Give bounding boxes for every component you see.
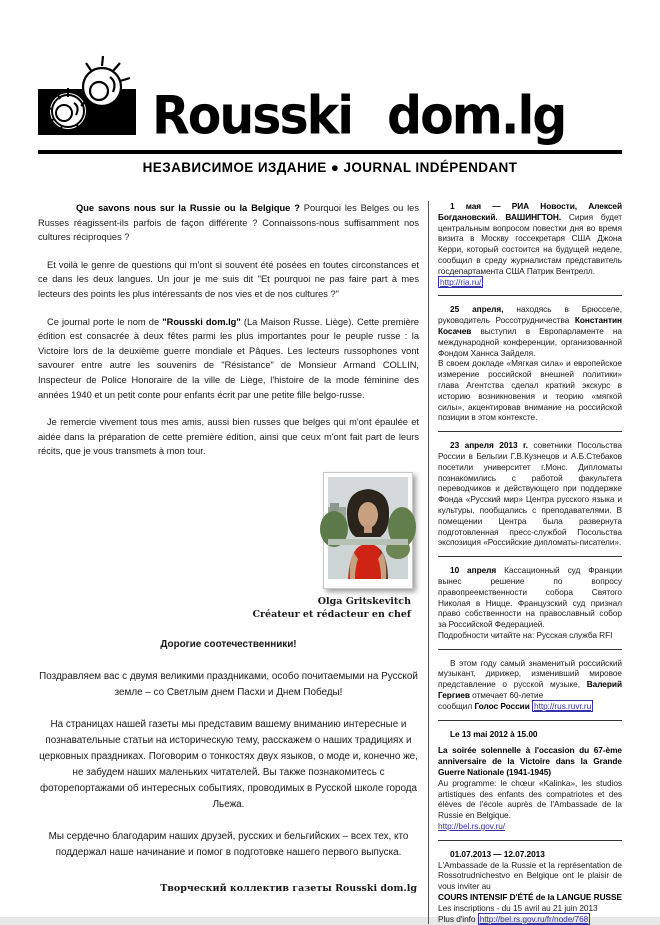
editorial-paragraph <box>38 315 419 403</box>
editorial-text: Pourquoi les Belges ou les Russes réagissent-ils parfois de façon différente ? Connaissons-nous suffisamment nos cultures réciproques ? <box>38 203 419 243</box>
editor-photo-block <box>38 472 413 621</box>
editorial-signature: Творческий коллектив газеты Rousski dom.lg <box>160 882 417 894</box>
news-separator <box>438 556 622 557</box>
news-text: отмечает 60-летие <box>469 690 544 701</box>
news-separator <box>438 295 622 296</box>
news-lead: 01.07.2013 — 12.07.2013 <box>450 848 545 859</box>
news-item <box>438 658 622 712</box>
photo-caption-name: Olga Gritskevitch <box>317 595 411 607</box>
news-item <box>438 440 622 548</box>
news-text: В этом году самый знаменитый российский музыкант, дирижер, изменивший мировое представление о русской музыке, <box>438 657 622 690</box>
news-text: L'Ambassade de la Russie et la représentation de Rossotrudnichestvo en Belgique ont le plaisir de vous inviter au <box>438 859 622 892</box>
journal-name-bold: "Rousski dom.lg" <box>162 316 241 327</box>
news-lead: 10 апреля <box>450 565 497 576</box>
masthead-rule <box>38 150 622 154</box>
masthead-subtitle: НЕЗАВИСИМОЕ ИЗДАНИЕ ● JOURNAL INDÉPENDANT <box>142 160 518 175</box>
greeting-section <box>38 637 419 861</box>
news-text: советники Посольства России в Бельгии Г.В.Кузнецов и А.Б.Стебаков посетили университет г.Монс. Дипломаты познакомились с работой факультета переводчиков и действующего при поддержке Фонда «Русский мир» Центра русского языка и культуры, пообщались с преподавателями. В помещении Центра была развернута подготовленная пресс-службой Посольства экспозиция «Российские дипломаты-писатели». <box>438 440 622 548</box>
news-item <box>438 849 622 925</box>
news-person-bold: Валерий Гергиев <box>438 679 622 701</box>
news-text: выступил в Европарламенте на международной конференции, организованной Фондом Ханнса Зайделя. <box>438 325 622 358</box>
news-person-bold: Константин Косачев <box>438 315 622 336</box>
news-link[interactable]: http://rus.ruvr.ru <box>534 700 592 711</box>
greeting-paragraph: На страницах нашей газеты мы представим вашему вниманию интересные и познавательные статьи на историческую тему, расскажем о наших традициях и церковных праздниках. Поговорим о тонкостях двух языков, о моде и, конечно же, не забудем наших маленьких читателей. Вы также познакомитесь с фоторепортажами об интересных событиях, проводимых в Русской школе города Льежа. <box>39 718 418 810</box>
news-source-bold: Голос России <box>474 700 530 711</box>
news-separator <box>438 431 622 432</box>
editorial-column <box>38 201 428 894</box>
news-separator <box>438 649 622 650</box>
news-text: Сирия будет центральным вопросом повестки дня во время визита в Москву госсекретаря США Джона Керри, который состоится на будущей неделе, сообщил в среду журналистам представитель госдепартамента США Патрик Вентрелл. <box>438 211 622 276</box>
news-text: В своем докладе «Мягкая сила» и европейское измерение российской внешней политики» глава Агентства сделал краткий экскурс в историю возникновения и теорию «мягкой силы», акцентировав внимание на российской позиции в этом контексте. <box>438 358 622 423</box>
news-lead: 23 апреля 2013 г. <box>450 440 528 451</box>
greeting-heading: Дорогие соотечественники! <box>160 638 297 650</box>
logo-wordmark: Rousski dom.lg <box>152 85 566 147</box>
photo-caption <box>252 595 413 621</box>
news-lead: 1 мая — РИА Новости, Алексей Богдановский. ВАШИНГТОН. <box>438 201 622 222</box>
news-link[interactable]: http://bel.rs.gov.ru/fr/node/768 <box>479 913 589 924</box>
editorial-paragraph <box>38 201 419 245</box>
main-content <box>38 201 622 924</box>
news-separator <box>438 720 622 721</box>
news-item <box>438 565 622 641</box>
news-text: Кассационный суд Франции вынес решение по вопросу правопреемственности собора Святого Николая в Ницце. Французский суд признал право собственности на православный собор за Российской Федерацией. <box>438 565 622 630</box>
matryoshka-faces-logo-icon <box>38 53 142 142</box>
editorial-paragraph: Je remercie vivement tous mes amis, aussi bien russes que belges qui m'ont épaulée et aidée dans la préparation de cette première édition, ainsi que ceux m'ont fait part de leurs récits, que je vous transmets à mon tour. <box>38 417 419 457</box>
news-event-bold: La soirée solennelle à l'occasion du 67-ème anniversaire de la Victoire dans la Grande Guerre Nationale (1941-1945) <box>438 745 622 778</box>
photo-caption-role: Créateur et rédacteur en chef <box>252 608 411 620</box>
editorial-paragraph: Et voilà le genre de questions qui m'ont si souvent été posées en toutes circonstances et ce dans les deux langues. Un jour je me suis dit "Et pourquoi ne pas faire part à mes lecteurs des points les plus intéressants de nos vies et de nos cultures ?" <box>38 259 419 299</box>
news-item <box>438 201 622 287</box>
logo-row <box>38 58 622 147</box>
news-text: находясь в Брюсселе, руководитель Россотрудничества <box>438 304 622 326</box>
news-text: сообщил <box>438 700 475 711</box>
portrait-photo <box>323 472 413 589</box>
news-item <box>438 304 622 423</box>
editorial-text: (La Maison Russe. Liège). Cette première édition est consacrée à deux fêtes parmi les plus importantes pour le peuple russe : la Victoire lors de la deuxième guerre mondiale et Pâques. Les lecteurs russophones vont savourer entre autre les souvenirs de "Résistance" de Monsieur Armand COLLIN, Inspecteur de Police Honoraire de la ville de Liège, l'histoire de la mode féminine des années 1940 et un petit conte pour enfants écrit par une petite fille belgo-russe. <box>38 316 419 400</box>
news-text: Les inscriptions - du 15 avril au 21 juin 2013 <box>438 902 598 913</box>
news-separator <box>438 840 622 841</box>
greeting-paragraph: Мы сердечно благодарим наших друзей, русских и бельгийских – всех тех, кто поддержал наше начинание и помог в подготовке нашего первого выпуска. <box>48 830 409 858</box>
news-note: Подробности читайте на: Русская служба RFI <box>438 629 613 640</box>
news-column <box>428 201 622 924</box>
news-link[interactable]: http://ria.ru/ <box>440 276 482 287</box>
editorial-lead-question: Que savons nous sur la Russie ou la Belgique ? <box>76 203 300 213</box>
news-lead: Le 13 mai 2012 à 15.00 <box>450 728 538 739</box>
greeting-paragraph: Поздравляем вас с двумя великими праздниками, особо почитаемыми на Русской земле – со Светлым днем Пасхи и Днем Победы! <box>39 670 418 698</box>
news-text: Au programme: le chœur «Kalinka», les studios artistiques des enfants des compatriotes et des élèves de l'école auprès de l'Ambassade de la Russie en Belgique. <box>438 777 622 821</box>
news-course-bold: COURS INTENSIF D'ÉTÉ de la LANGUE RUSSE <box>438 892 622 903</box>
editorial-text: Ce journal porte le nom de <box>47 316 163 327</box>
masthead <box>0 0 660 179</box>
news-item <box>438 729 622 832</box>
news-text: Plus d'info <box>438 913 478 924</box>
news-lead: 25 апреля, <box>450 304 504 315</box>
news-link[interactable]: http://bel.rs.gov.ru/ <box>438 821 506 832</box>
